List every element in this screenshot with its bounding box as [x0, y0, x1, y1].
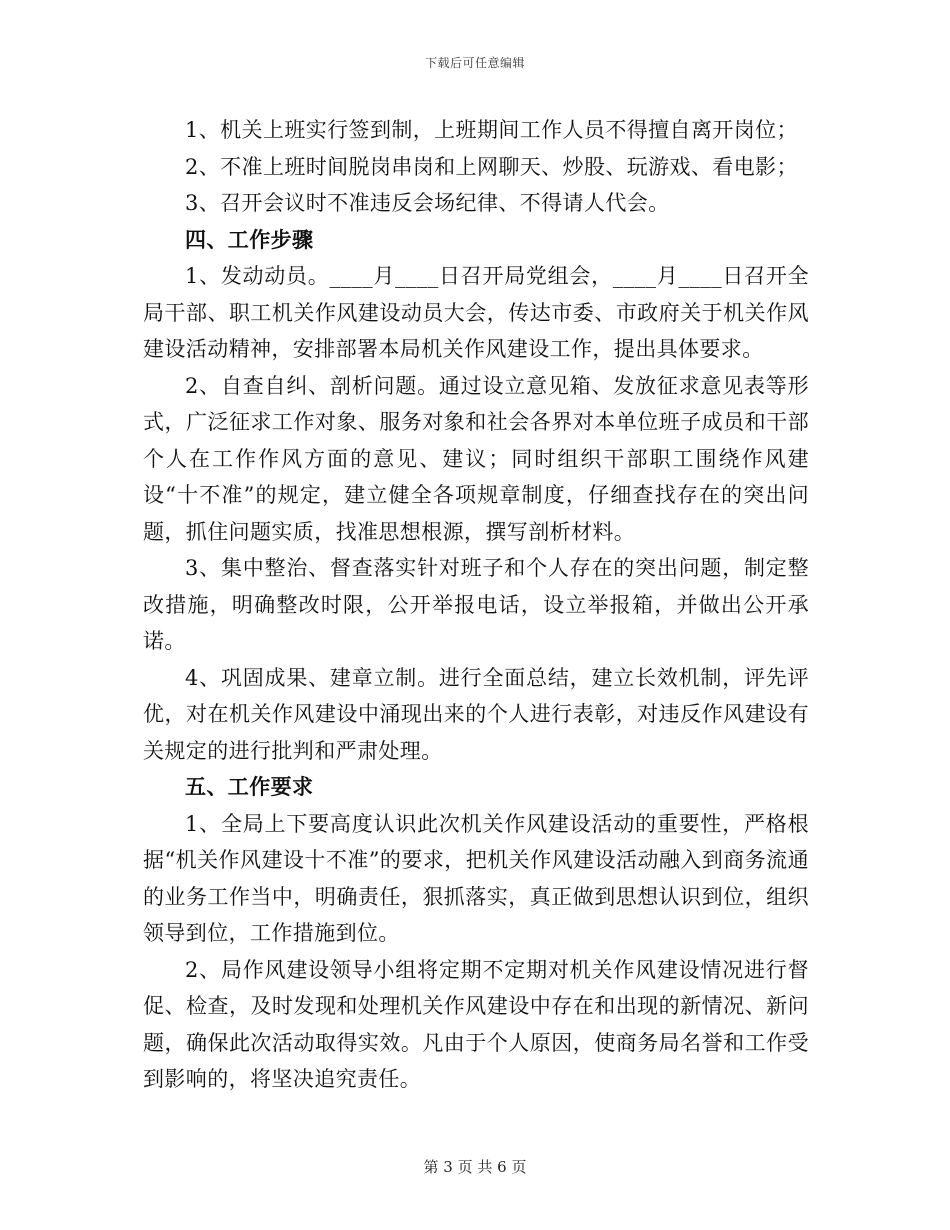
- work-step-3: 3、集中整治、督查落实针对班子和个人存在的突出问题，制定整改措施，明确整改时限，公开举报电话，设立举报箱，并做出公开承诺。: [143, 556, 809, 653]
- work-requirement-1: 1、全局上下要高度认识此次机关作风建设活动的重要性，严格根据“机关作风建设十不准”的要求，把机关作风建设活动融入到商务流通的业务工作当中，明确责任，狠抓落实，真正做到思想认识到位，组织领导到位，工作措施到位。: [143, 811, 809, 945]
- document-body: [143, 112, 809, 1098]
- rule-item-2: 2、不准上班时间脱岗串岗和上网聊天、炒股、玩游戏、看电影；: [185, 154, 798, 179]
- rule-item-1: 1、机关上班实行签到制，上班期间工作人员不得擅自离开岗位；: [185, 118, 798, 142]
- rule-item-3: 3、召开会议时不准违反会场纪律、不得请人代会。: [185, 191, 670, 215]
- work-step-1: 1、发动动员。____月____日召开局党组会，____月____日召开全局干部、职工机关作风建设动员大会，传达市委、市政府关于机关作风建设活动精神，安排部署本局机关作风建设工作，提出具体要求。: [143, 264, 809, 361]
- work-step-4: 4、巩固成果、建章立制。进行全面总结，建立长效机制，评先评优，对在机关作风建设中涌现出来的个人进行表彰，对违反作风建设有关规定的进行批判和严肃处理。: [143, 665, 809, 763]
- page-header-note: 下载后可任意编辑: [424, 56, 525, 70]
- section-heading-work-steps: 四、工作步骤: [185, 227, 314, 252]
- work-step-2: 2、自查自纠、剖析问题。通过设立意见箱、发放征求意见表等形式，广泛征求工作对象、服务对象和社会各界对本单位班子成员和干部个人在工作作风方面的意见、建议；同时组织干部职工围绕作风建设“十不准”的规定，建立健全各项规章制度，仔细查找存在的突出问题，抓住问题实质，找准思想根源，撰写剖析材料。: [143, 373, 809, 544]
- section-heading-work-requirements: 五、工作要求: [185, 775, 314, 799]
- work-requirement-2: 2、局作风建设领导小组将定期不定期对机关作风建设情况进行督促、检查，及时发现和处理机关作风建设中存在和出现的新情况、新问题，确保此次活动取得实效。凡由于个人原因，使商务局名誉和工作受到影响的，将坚决追究责任。: [143, 957, 809, 1091]
- page-number: 第 3 页 共 6 页: [423, 1158, 527, 1176]
